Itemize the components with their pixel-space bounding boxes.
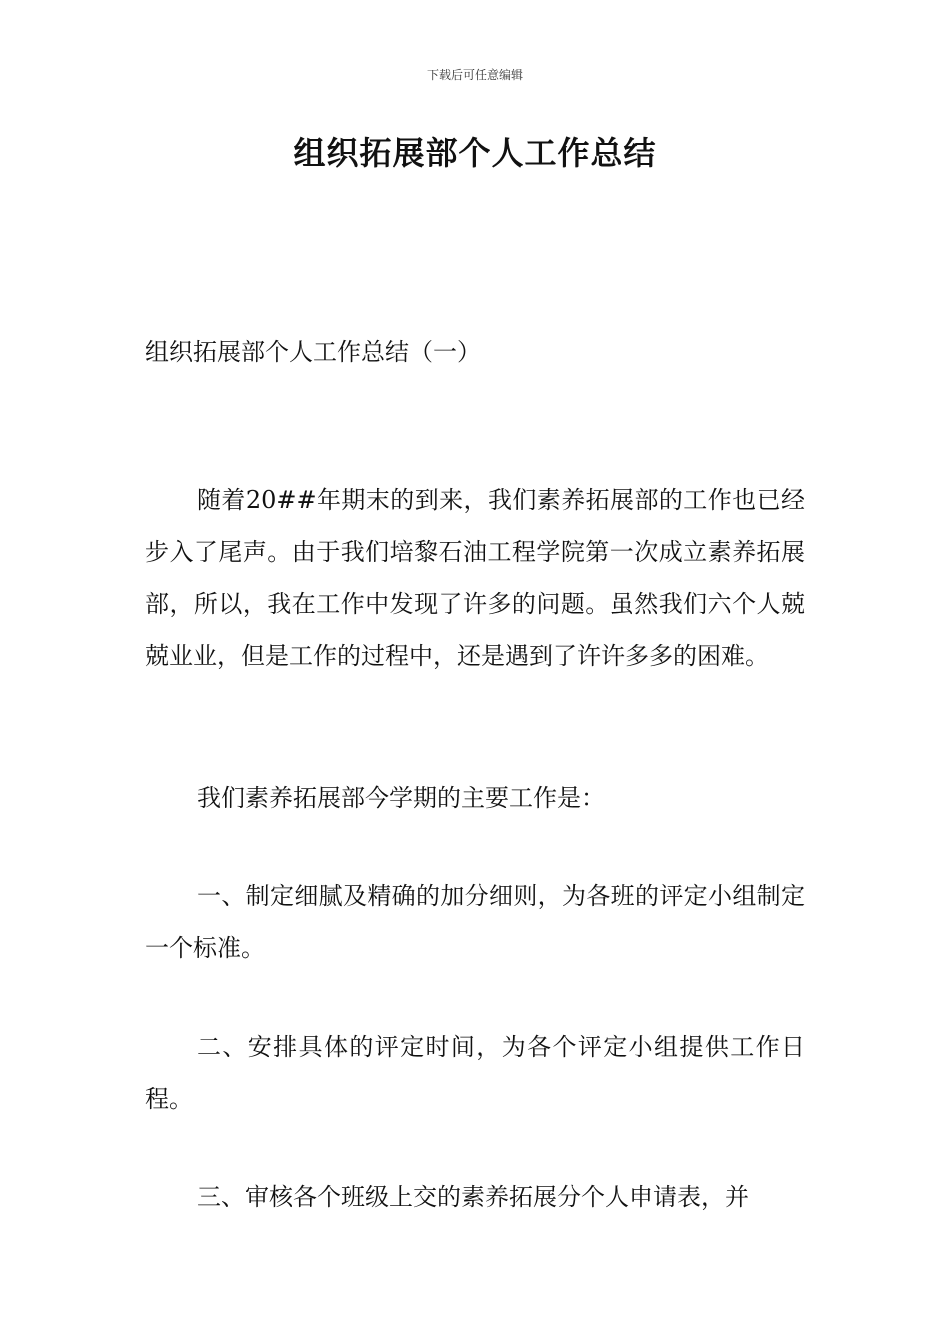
section-heading: 组织拓展部个人工作总结（一） <box>145 338 481 366</box>
paragraph-item-3: 三、审核各个班级上交的素养拓展分个人申请表，并 <box>197 1183 749 1211</box>
paragraph-intro: 随着20##年期末的到来，我们素养拓展部的工作也已经步入了尾声。由于我们培黎石油工程学院第一次成立素养拓展部，所以，我在工作中发现了许多的问题。虽然我们六个人兢兢业业，但是工作的过程中，还是遇到了许许多多的困难。 <box>145 486 805 670</box>
paragraph-main-work: 我们素养拓展部今学期的主要工作是： <box>197 784 605 812</box>
paragraph-item-2: 二、安排具体的评定时间，为各个评定小组提供工作日程。 <box>145 1033 805 1113</box>
paragraph-item-1: 一、制定细腻及精确的加分细则，为各班的评定小组制定一个标准。 <box>145 882 805 962</box>
header-note: 下载后可任意编辑 <box>426 68 523 82</box>
document-title: 组织拓展部个人工作总结 <box>293 134 657 172</box>
